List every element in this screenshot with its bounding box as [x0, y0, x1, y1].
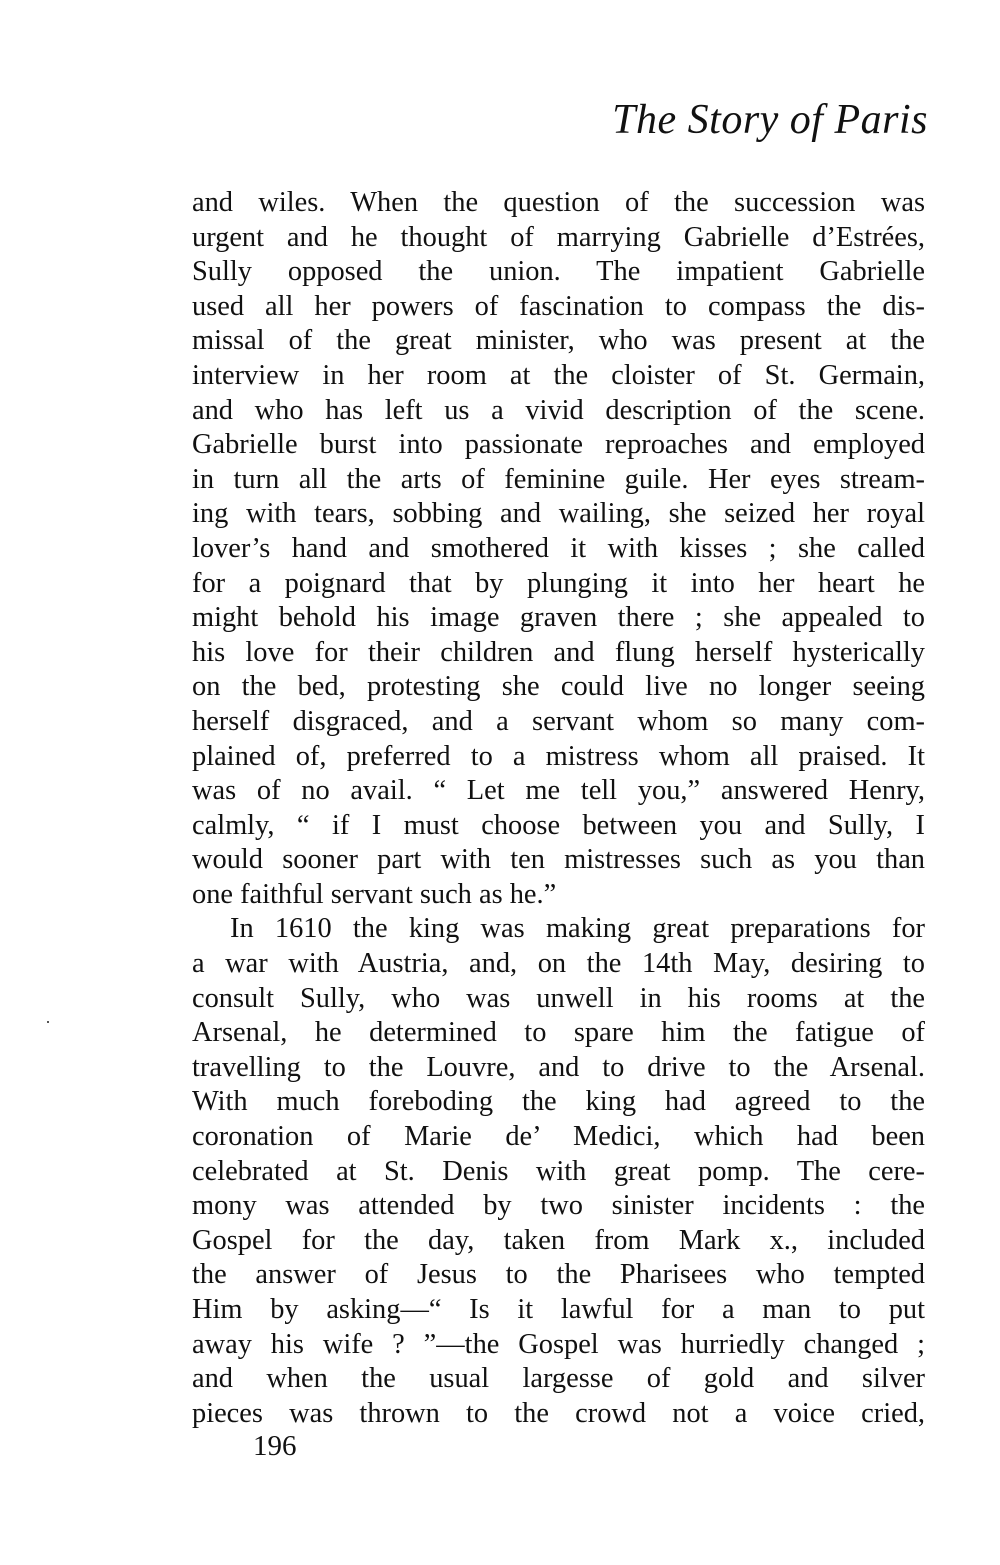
text-line: urgent and he thought of marrying Gabrielle d’Estrées,: [192, 221, 925, 253]
text-line: and when the usual largesse of gold and silver: [192, 1363, 925, 1395]
text-line: a war with Austria, and, on the 14th May, desiring to: [192, 948, 925, 980]
text-line: coronation of Marie de’ Medici, which had been: [192, 1121, 925, 1153]
text-line: and wiles. When the question of the succession was: [192, 187, 925, 218]
scan-speck: [47, 1021, 49, 1023]
text-line: his love for their children and flung herself hysterically: [192, 636, 925, 668]
text-line: With much foreboding the king had agreed to the: [192, 1086, 925, 1118]
text-line: ing with tears, sobbing and wailing, she seized her royal: [192, 498, 925, 530]
running-head-title: The Story of Paris: [612, 97, 928, 143]
text-line: and who has left us a vivid description of the scene.: [192, 394, 925, 426]
text-line: plained of, preferred to a mistress whom all praised. It: [192, 740, 925, 772]
text-line: pieces was thrown to the crowd not a voice cried,: [192, 1397, 925, 1429]
text-line: travelling to the Louvre, and to drive to the Arsenal.: [192, 1051, 925, 1083]
text-line: used all her powers of fascination to compass the dis-: [192, 290, 925, 322]
text-line: interview in her room at the cloister of St. Germain,: [192, 359, 925, 391]
text-line: missal of the great minister, who was present at the: [192, 325, 925, 357]
text-line: Him by asking—“ Is it lawful for a man to put: [192, 1294, 925, 1325]
text-line: would sooner part with ten mistresses such as you than: [192, 844, 925, 876]
paragraph: [192, 186, 925, 912]
text-line: might behold his image graven there ; she appealed to: [192, 602, 925, 634]
text-line: consult Sully, who was unwell in his rooms at the: [192, 982, 925, 1014]
text-line: one faithful servant such as he.”: [192, 878, 557, 910]
text-line: mony was attended by two sinister incidents : the: [192, 1190, 925, 1222]
text-line: Sully opposed the union. The impatient Gabrielle: [192, 256, 925, 288]
text-line: In 1610 the king was making great preparations for: [230, 913, 925, 945]
text-line: Gospel for the day, taken from Mark x., included: [192, 1224, 925, 1256]
text-line: was of no avail. “ Let me tell you,” answered Henry,: [192, 775, 925, 807]
text-line: Arsenal, he determined to spare him the fatigue of: [192, 1017, 925, 1049]
text-line: calmly, “ if I must choose between you and Sully, I: [192, 809, 925, 841]
text-line: celebrated at St. Denis with great pomp. The cere-: [192, 1155, 925, 1187]
text-line: in turn all the arts of feminine guile. Her eyes stream-: [192, 463, 925, 495]
text-line: the answer of Jesus to the Pharisees who tempted: [192, 1259, 925, 1291]
page-number: 196: [253, 1430, 297, 1462]
text-line: on the bed, protesting she could live no longer seeing: [192, 671, 925, 703]
body-text: [192, 186, 925, 1431]
text-line: lover’s hand and smothered it with kisses ; she called: [192, 532, 925, 564]
paragraph: [192, 912, 925, 1431]
text-line: herself disgraced, and a servant whom so many com-: [192, 705, 925, 737]
text-line: Gabrielle burst into passionate reproaches and employed: [192, 429, 925, 461]
text-line: for a poignard that by plunging it into her heart he: [192, 567, 925, 599]
text-line: away his wife ? ”—the Gospel was hurriedly changed ;: [192, 1328, 925, 1360]
